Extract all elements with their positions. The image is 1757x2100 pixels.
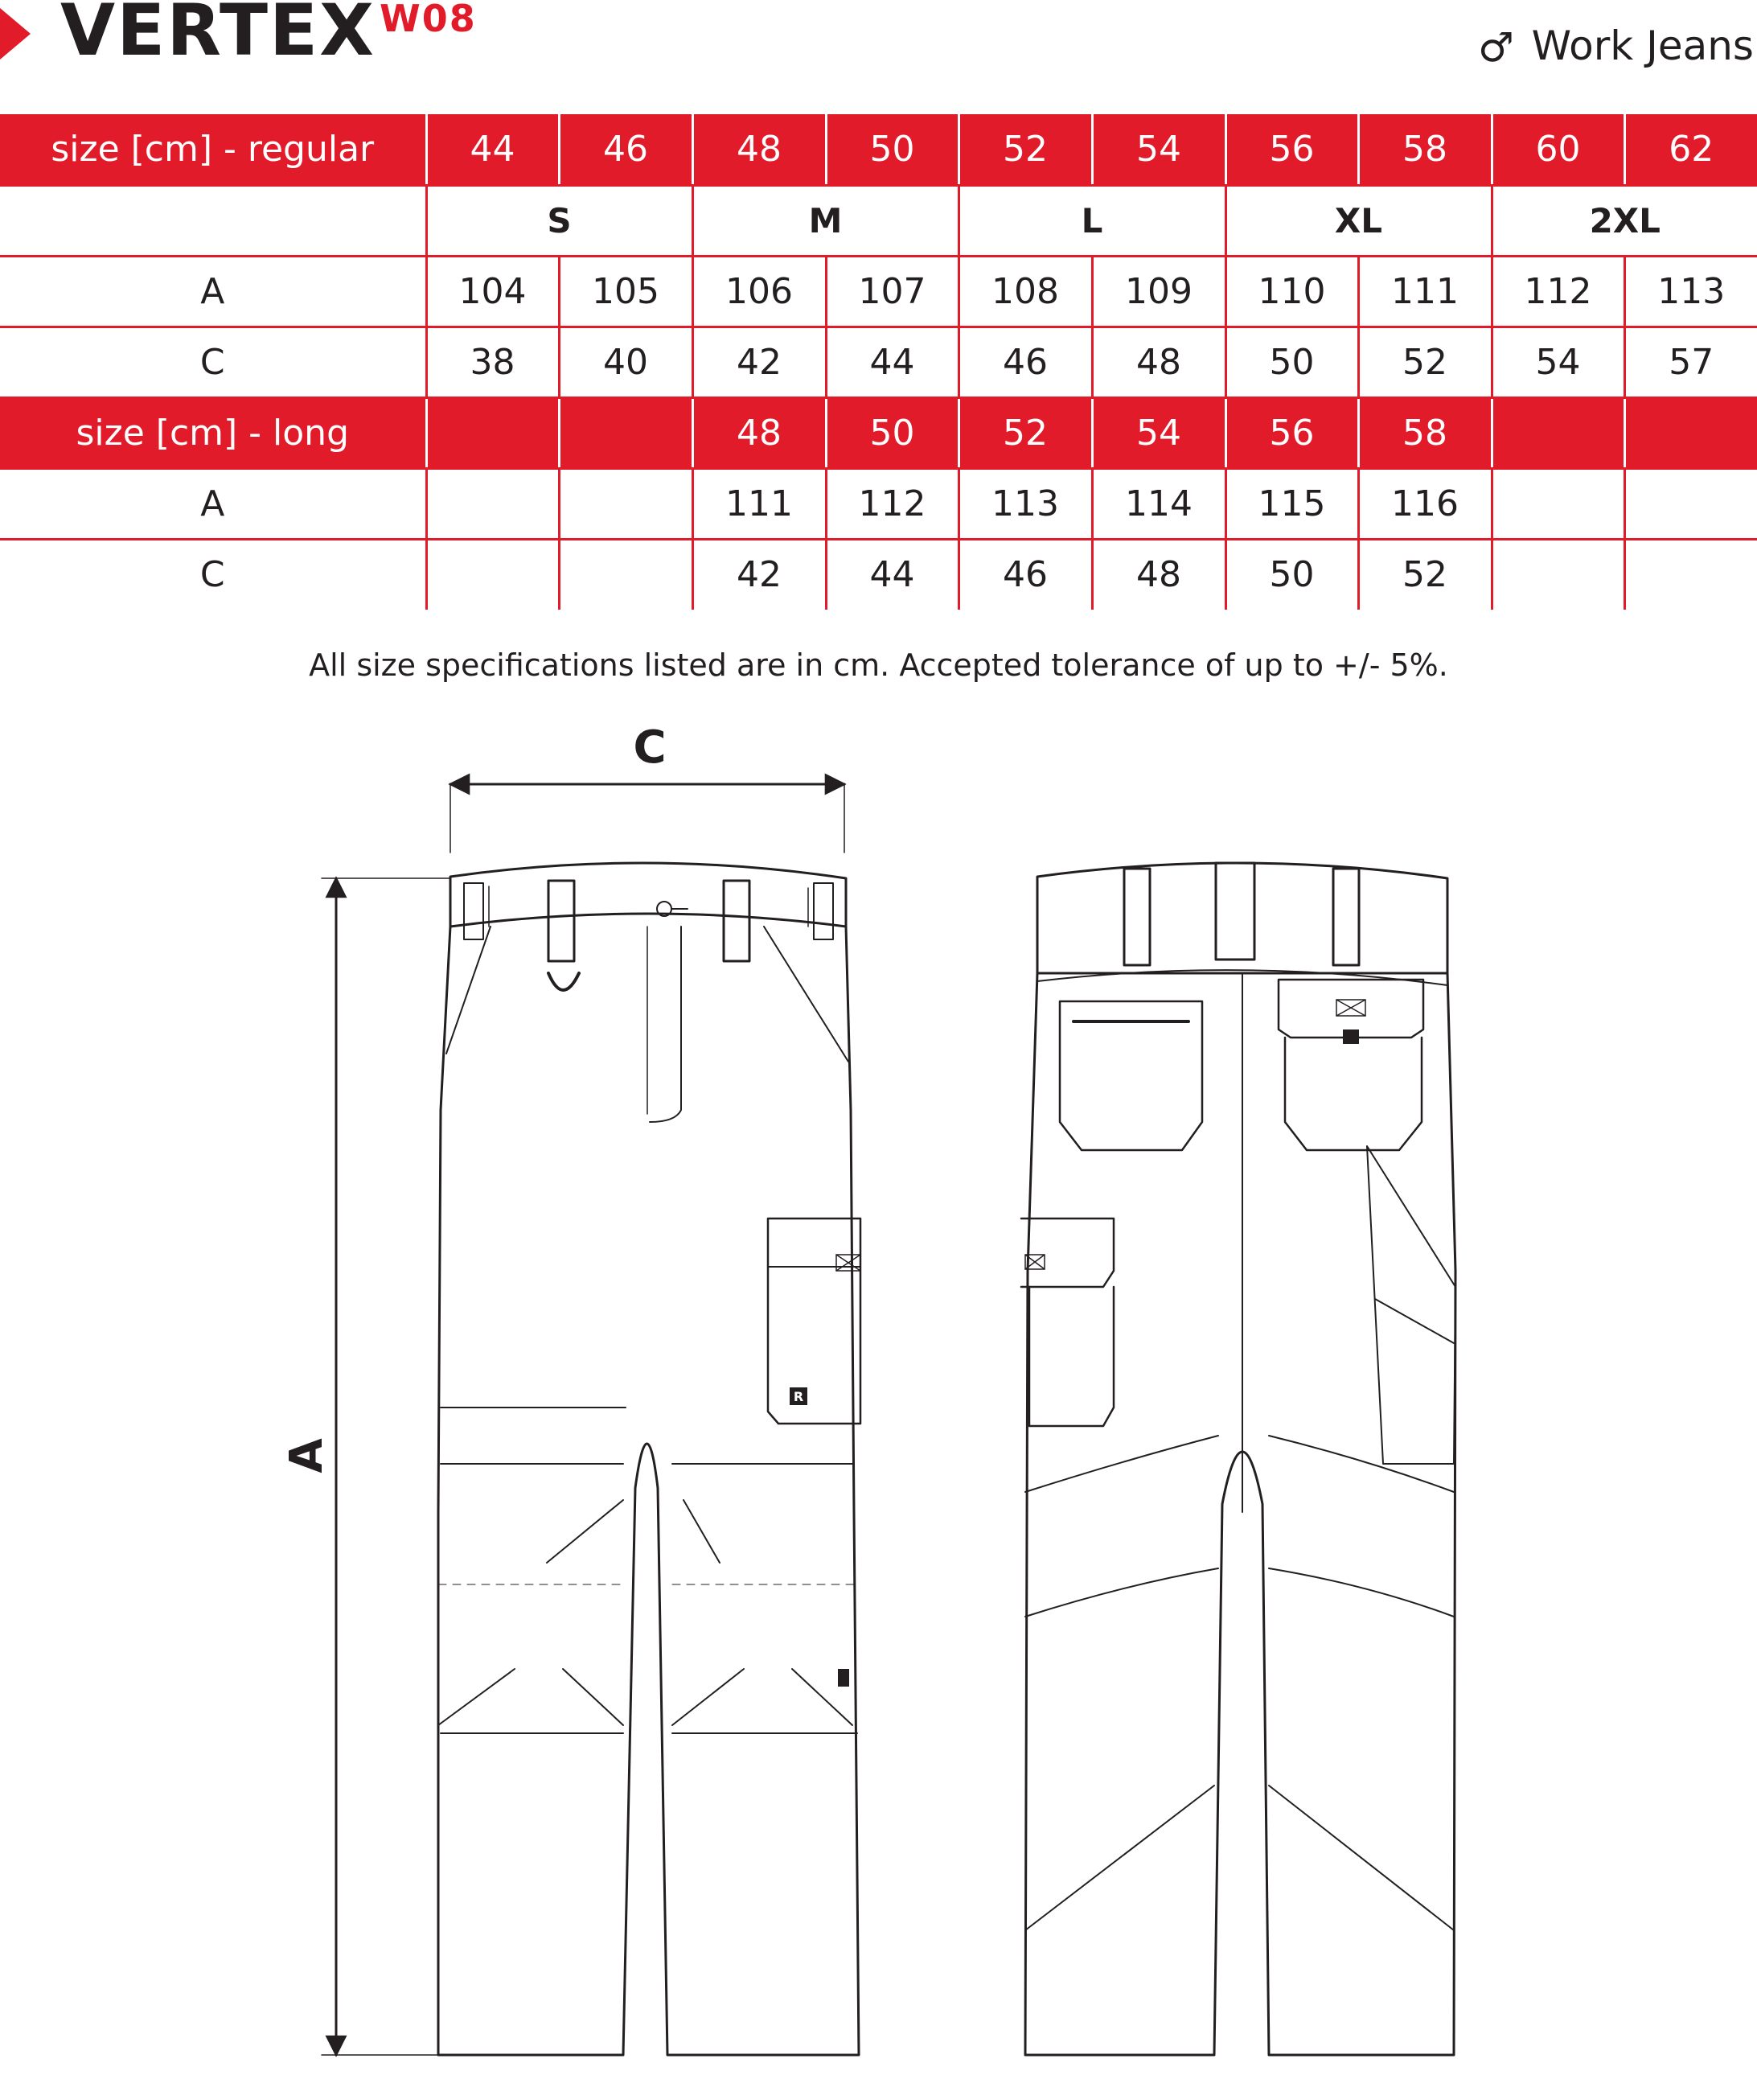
regular-size-cell: 54 bbox=[1092, 114, 1225, 185]
tolerance-note: All size specifications listed are in cm. Accepted tolerance of up to +/- 5%. bbox=[309, 647, 1448, 683]
table-cell bbox=[1492, 539, 1624, 610]
table-cell: 113 bbox=[959, 468, 1092, 539]
table-cell: 114 bbox=[1092, 468, 1225, 539]
table-cell bbox=[559, 468, 692, 539]
pants-technical-drawing bbox=[0, 708, 1757, 2091]
product-name: Work Jeans bbox=[1531, 23, 1754, 69]
table-cell: 38 bbox=[426, 327, 559, 397]
brand-name: VERTEX bbox=[60, 0, 376, 72]
table-cell: 54 bbox=[1492, 327, 1624, 397]
dimension-a-label: A bbox=[281, 1438, 333, 1473]
table-cell: 108 bbox=[959, 256, 1092, 327]
long-size-cell bbox=[426, 397, 559, 468]
size-group-empty bbox=[0, 185, 426, 256]
long-size-cell: 58 bbox=[1358, 397, 1492, 468]
table-cell: 116 bbox=[1358, 468, 1492, 539]
long-size-cell bbox=[1624, 397, 1757, 468]
long-size-row bbox=[0, 397, 1757, 468]
long-a-row bbox=[0, 468, 1757, 539]
table-cell: 111 bbox=[692, 468, 826, 539]
product-code: W08 bbox=[380, 0, 477, 40]
table-cell: 42 bbox=[692, 539, 826, 610]
regular-size-cell: 46 bbox=[559, 114, 692, 185]
table-cell: 48 bbox=[1092, 539, 1225, 610]
dimension-c bbox=[450, 721, 844, 853]
regular-size-cell: 56 bbox=[1225, 114, 1358, 185]
brand-badge: R bbox=[793, 1389, 804, 1404]
table-cell: 50 bbox=[1225, 327, 1358, 397]
table-cell: 115 bbox=[1225, 468, 1358, 539]
long-size-cell bbox=[1492, 397, 1624, 468]
regular-size-cell: 44 bbox=[426, 114, 559, 185]
size-group-row bbox=[0, 185, 1757, 256]
table-cell: 111 bbox=[1358, 256, 1492, 327]
table-cell: 52 bbox=[1358, 539, 1492, 610]
row-label: A bbox=[0, 256, 426, 327]
row-label: A bbox=[0, 468, 426, 539]
long-size-label: size [cm] - long bbox=[0, 397, 426, 468]
regular-size-cell: 52 bbox=[959, 114, 1092, 185]
table-cell bbox=[559, 539, 692, 610]
table-cell: 40 bbox=[559, 327, 692, 397]
back-view bbox=[1021, 863, 1455, 2055]
long-c-row bbox=[0, 539, 1757, 610]
regular-c-row bbox=[0, 327, 1757, 397]
row-label: C bbox=[0, 539, 426, 610]
table-cell: 57 bbox=[1624, 327, 1757, 397]
regular-size-cell: 62 bbox=[1624, 114, 1757, 185]
size-group-cell: M bbox=[692, 185, 959, 256]
size-group-cell: 2XL bbox=[1492, 185, 1757, 256]
table-cell: 46 bbox=[959, 327, 1092, 397]
table-cell: 46 bbox=[959, 539, 1092, 610]
table-cell bbox=[1624, 539, 1757, 610]
table-cell: 112 bbox=[826, 468, 959, 539]
row-label: C bbox=[0, 327, 426, 397]
table-cell: 104 bbox=[426, 256, 559, 327]
size-table bbox=[0, 114, 1757, 610]
long-size-cell: 56 bbox=[1225, 397, 1358, 468]
header bbox=[0, 0, 1757, 97]
table-cell: 105 bbox=[559, 256, 692, 327]
regular-a-row bbox=[0, 256, 1757, 327]
table-cell: 48 bbox=[1092, 327, 1225, 397]
table-cell bbox=[426, 468, 559, 539]
table-cell bbox=[1492, 468, 1624, 539]
regular-size-cell: 58 bbox=[1358, 114, 1492, 185]
regular-size-cell: 60 bbox=[1492, 114, 1624, 185]
table-cell: 44 bbox=[826, 539, 959, 610]
regular-size-cell: 50 bbox=[826, 114, 959, 185]
long-size-cell: 48 bbox=[692, 397, 826, 468]
front-view bbox=[438, 863, 860, 2055]
table-cell: 50 bbox=[1225, 539, 1358, 610]
table-cell: 44 bbox=[826, 327, 959, 397]
table-cell: 107 bbox=[826, 256, 959, 327]
table-cell: 109 bbox=[1092, 256, 1225, 327]
table-cell bbox=[1624, 468, 1757, 539]
table-cell bbox=[426, 539, 559, 610]
dimension-c-label: C bbox=[633, 721, 667, 774]
table-cell: 52 bbox=[1358, 327, 1492, 397]
size-group-cell: L bbox=[959, 185, 1225, 256]
long-size-cell: 52 bbox=[959, 397, 1092, 468]
size-group-cell: XL bbox=[1225, 185, 1492, 256]
table-cell: 106 bbox=[692, 256, 826, 327]
regular-size-cell: 48 bbox=[692, 114, 826, 185]
long-size-cell: 54 bbox=[1092, 397, 1225, 468]
long-size-cell: 50 bbox=[826, 397, 959, 468]
long-size-cell bbox=[559, 397, 692, 468]
dimension-a bbox=[281, 878, 450, 2055]
regular-size-row bbox=[0, 114, 1757, 185]
play-triangle-icon bbox=[0, 8, 31, 60]
table-cell: 112 bbox=[1492, 256, 1624, 327]
table-cell: 113 bbox=[1624, 256, 1757, 327]
regular-size-label: size [cm] - regular bbox=[0, 114, 426, 185]
table-cell: 42 bbox=[692, 327, 826, 397]
male-icon: ♂ bbox=[1478, 24, 1514, 71]
table-cell: 110 bbox=[1225, 256, 1358, 327]
size-group-cell: S bbox=[426, 185, 692, 256]
